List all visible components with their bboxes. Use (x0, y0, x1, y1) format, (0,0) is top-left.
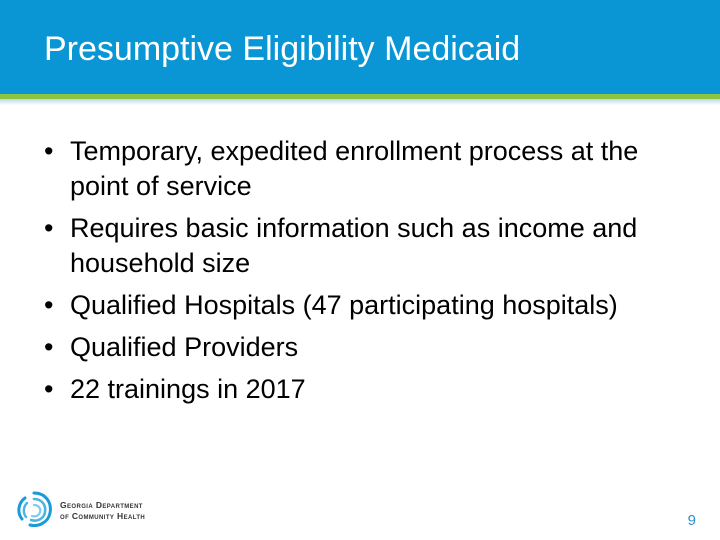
dch-logo (12, 489, 182, 531)
bullet-text: Qualified Hospitals (47 participating hospitals) (70, 290, 618, 320)
bullet-item (44, 288, 684, 323)
bullet-symbol: • (44, 136, 54, 166)
bullet-symbol: • (44, 213, 54, 243)
logo-text-line1: Georgia Department (60, 500, 143, 510)
bullet-text: 22 trainings in 2017 (70, 374, 306, 404)
bullet-item (44, 372, 684, 407)
bullet-text: Qualified Providers (70, 332, 299, 362)
bullet-text: Temporary, expedited enrollment process at the point of service (70, 136, 639, 201)
bullet-text: Requires basic information such as income and household size (70, 213, 638, 278)
bullet-symbol: • (44, 332, 54, 362)
bullet-symbol: • (44, 290, 54, 320)
slide-title: Presumptive Eligibility Medicaid (44, 30, 521, 68)
bullet-list (44, 134, 684, 414)
bullet-item (44, 211, 684, 281)
bullet-item (44, 330, 684, 365)
bullet-symbol: • (44, 374, 54, 404)
title-bar (0, 0, 720, 96)
page-number: 9 (687, 512, 696, 529)
logo-text-line2: of Community Health (60, 511, 146, 521)
bullet-item (44, 134, 684, 204)
title-shadow (0, 99, 720, 105)
swirl-logo-icon (12, 489, 56, 531)
